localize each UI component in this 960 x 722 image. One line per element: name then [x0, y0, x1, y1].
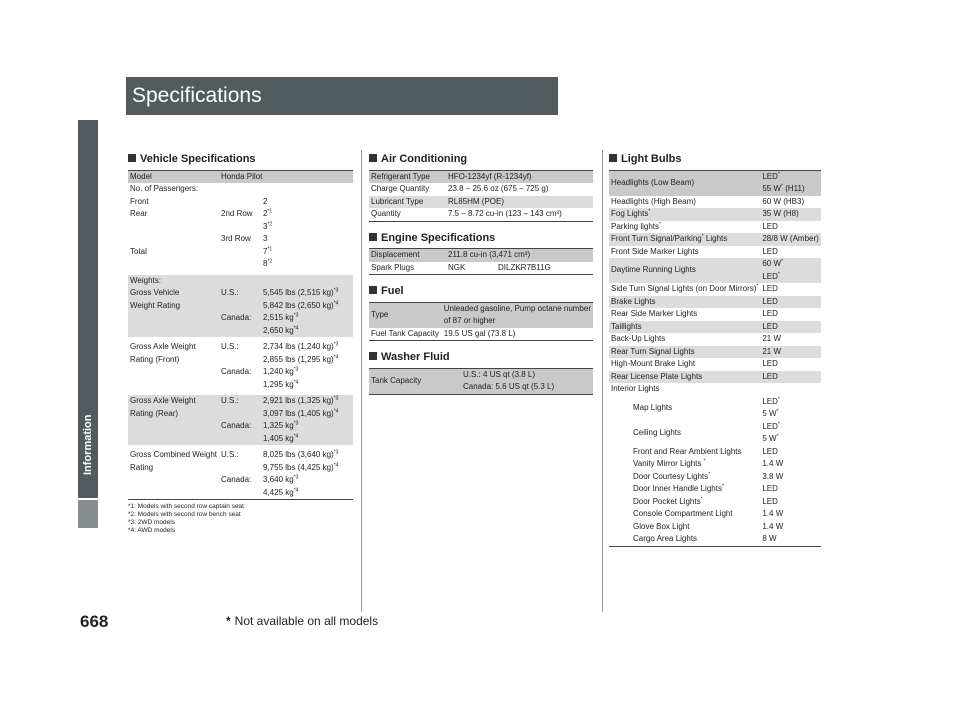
- table-row: Headlights (High Beam) 60 W (HB3): [611, 196, 805, 206]
- middle-column: [369, 153, 593, 395]
- table-row: Gross Vehicle U.S.: 5,545 lbs (2,515 kg)$^{*3}$: [128, 287, 353, 300]
- table-row: Canada: 2,515 $kg^{*3}$: [128, 312, 353, 325]
- table-row: 3rd Row 3: [221, 234, 268, 243]
- table-row: Model Honda Pilot: [128, 170, 353, 183]
- vehicle-footnotes: *1: Models with second row captain seat *2: Models with second row bench seat *3: 2WD models *4: AWD models: [128, 503, 244, 534]
- table-row: Quantity 7.5 – 8.72 cu-in (123 – 143 cm³): [371, 209, 562, 218]
- table-row: Canada: 1,240 $kg^{*3}$: [221, 366, 299, 376]
- section-heading: Engine Specifications: [369, 232, 593, 245]
- table-row: Door Inner Handle Lights* LED: [633, 483, 778, 493]
- table-row: 4,425 $kg^{*4}$: [263, 486, 299, 497]
- vehicle-spec-table: [128, 170, 353, 501]
- table-row: Console Compartment Light 1.4 W: [633, 509, 784, 518]
- table-row: Cargo Area Lights 8 W: [633, 534, 777, 543]
- air-conditioning-table: [369, 170, 593, 222]
- light-bulbs-table: [609, 170, 821, 547]
- page-title: Specifications: [126, 77, 558, 115]
- table-row: Rear Turn Signal Lights 21 W: [609, 346, 821, 359]
- table-row: Fuel Tank Capacity 19.5 US gal (73.8 L): [371, 328, 516, 338]
- vehicle-specifications-section: [128, 153, 353, 535]
- table-row: 8$^{*2}$: [263, 258, 273, 268]
- table-row: Weights:: [128, 275, 353, 288]
- table-row: Front and Rear Ambient Lights LED: [633, 446, 778, 456]
- section-heading: Washer Fluid: [369, 351, 593, 364]
- bullet-square-icon: [369, 233, 377, 241]
- bullet-square-icon: [369, 154, 377, 162]
- washer-table: [369, 368, 593, 395]
- section-side-label: Information: [82, 414, 94, 476]
- engine-table: [369, 248, 593, 275]
- table-row: 2,650 $kg^{*4}$: [128, 325, 353, 338]
- availability-footnote: * Not available on all models: [226, 614, 379, 628]
- table-row: Type Unleaded gasoline, Pump octane number of 87 or higher: [369, 302, 593, 328]
- table-row: Taillights LED: [609, 321, 821, 334]
- table-row: Vanity Mirror Lights * 1.4 W: [633, 458, 784, 468]
- table-row: Tank Capacity U.S.: 4 US qt (3.8 L) Canada: 5.6 US qt (5.3 L): [369, 368, 593, 394]
- section-heading: Air Conditioning: [369, 153, 593, 166]
- page-number: 668: [80, 612, 109, 631]
- table-row: Fog Lights* 35 W (H8): [609, 208, 821, 221]
- table-row: 1,295 $kg^{*4}$: [263, 378, 299, 389]
- table-row: Glove Box Light 1.4 W: [633, 521, 784, 531]
- table-row: Side Turn Signal Lights (on Door Mirrors)* LED: [611, 283, 778, 293]
- table-row: Canada: 1,325 $kg^{*3}$: [128, 420, 353, 433]
- column-divider: [361, 150, 362, 612]
- fuel-table: [369, 302, 593, 342]
- table-row: No. of Passengers:: [130, 184, 199, 193]
- table-row: Headlights (Low Beam) LED* 55 W* (H11): [609, 170, 821, 196]
- table-row: Rear Side Marker Lights LED: [611, 309, 778, 318]
- table-row: Gross Axle Weight U.S.: 2,734 lbs (1,240 kg)$^{*3}$: [130, 341, 339, 351]
- table-row: Map Lights LED* 5 W*: [633, 395, 780, 418]
- table-row: Brake Lights LED: [609, 296, 821, 309]
- table-row: Rear License Plate Lights LED: [609, 371, 821, 384]
- table-row: Lubricant Type RL85HM (POE): [369, 196, 593, 209]
- table-row: Rating 9,755 lbs (4,425 kg)$^{*4}$: [130, 461, 339, 472]
- table-row: Front Side Marker Lights LED: [611, 246, 778, 256]
- bullet-square-icon: [369, 352, 377, 360]
- table-row: Refrigerant Type HFO-1234yf (R-1234yf): [369, 170, 593, 183]
- table-row: Back-Up Lights 21 W: [611, 334, 782, 343]
- table-row: Daytime Running Lights 60 W* LED*: [609, 258, 821, 283]
- table-row: Front 2: [130, 196, 268, 206]
- table-row: Gross Axle Weight U.S.: 2,921 lbs (1,325 kg)$^{*3}$: [128, 395, 353, 408]
- table-row: 3$^{*2}$: [263, 220, 273, 231]
- table-row: Spark Plugs NGK DILZKR7B11G: [371, 262, 551, 272]
- table-row: Parking lights* LED: [611, 220, 778, 231]
- section-heading: Light Bulbs: [609, 153, 812, 166]
- table-row: Displacement 211.8 cu-in (3,471 cm³): [369, 249, 593, 262]
- column-divider: [602, 150, 603, 612]
- table-row: High-Mount Brake Light LED: [611, 359, 778, 368]
- table-row: Rating (Front) 2,855 lbs (1,295 kg)$^{*4}$: [130, 353, 339, 364]
- table-row: Interior Lights: [611, 384, 660, 393]
- bullet-square-icon: [369, 286, 377, 294]
- table-row: Rating (Rear) 3,097 lbs (1,405 kg)$^{*4}$: [128, 408, 353, 421]
- table-row: Front Turn Signal/Parking* Lights 28/8 W (Amber): [609, 233, 821, 246]
- section-heading: Fuel: [369, 285, 593, 298]
- bullet-square-icon: [609, 154, 617, 162]
- table-row: Total 7$^{*1}$: [130, 245, 273, 256]
- section-heading: Vehicle Specifications: [128, 153, 353, 166]
- table-row: 1,405 $kg^{*4}$: [128, 433, 353, 446]
- table-row: Canada: 3,640 $kg^{*3}$: [221, 474, 299, 484]
- table-row: Door Courtesy Lights* 3.8 W: [633, 470, 784, 481]
- bullet-square-icon: [128, 154, 136, 162]
- table-row: Weight Rating 5,842 lbs (2,650 kg)$^{*4}$: [128, 300, 353, 313]
- light-bulbs-section: [609, 153, 819, 547]
- side-tab-marker: [78, 500, 98, 528]
- table-row: Door Pocket Lights* LED: [633, 495, 778, 506]
- table-row: Rear 2nd Row 2$^{*1}$: [130, 208, 273, 218]
- table-row: Charge Quantity 23.8 – 25.6 oz (675 – 725 g): [371, 184, 549, 193]
- table-row: Gross Combined Weight U.S.: 8,025 lbs (3,640 kg)$^{*3}$: [130, 449, 339, 459]
- table-row: Ceiling Lights LED* 5 W*: [633, 420, 780, 443]
